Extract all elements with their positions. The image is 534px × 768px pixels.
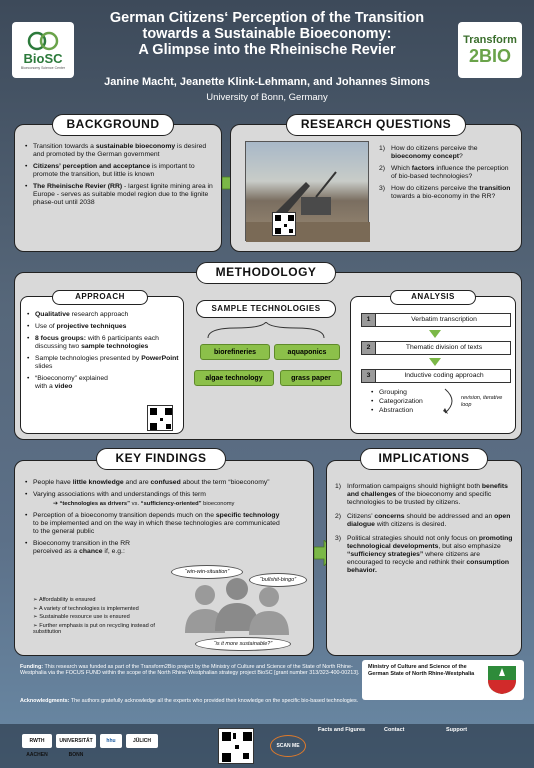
speech-bubble-bullshit-bingo: “bullshit-bingo” (249, 573, 307, 587)
poster-title (80, 10, 454, 58)
approach-item: • Use of projective techniques (27, 323, 179, 331)
analysis-substep: • Abstraction (371, 407, 461, 415)
poster-qr-code-icon[interactable] (218, 728, 254, 764)
implications-list (335, 483, 517, 579)
support-column: Support (446, 727, 468, 733)
partner-logo-rwth: RWTH AACHEN (22, 734, 52, 748)
key-finding: • Perception of a bioeconomy transition depends much on the specific technology to be implemented and on the way in which these technologies are communicated to the general public (25, 512, 285, 536)
key-findings-list (25, 479, 307, 560)
implications-heading: IMPLICATIONS (360, 448, 488, 470)
funding-text: Funding: This research was funded as part of the Transform2Bio project by the Ministry of Culture and Science of the State of North Rhine-Westphalia via the FOCUS FUND within the scope of the North Rhine-Westphalian strategy project BioSC [grant number 313/323-400-00213]. (20, 664, 360, 677)
ministry-name: Ministry of Culture and Science of the German State of North Rhine-Westphalia (368, 664, 475, 677)
approach-item: • Sample technologies presented by PowerPoint slides (27, 355, 179, 371)
authors: Janine Macht, Jeanette Klink-Lehmann, and Johannes Simons (104, 76, 430, 88)
background-list (25, 143, 215, 211)
implications-section (326, 460, 522, 656)
scan-me-label: SCAN ME (270, 735, 306, 757)
technology-algae: algae technology (194, 370, 274, 386)
affiliation: University of Bonn, Germany (206, 92, 328, 103)
contact-column: Contact (384, 727, 405, 733)
nrw-coat-of-arms-icon (486, 664, 518, 696)
analysis-panel (350, 296, 516, 434)
speech-bubble-win-win: “win-win-situation” (171, 565, 243, 579)
research-question: 2) Which factors influence the perception of bio-based technologies? (379, 165, 509, 180)
qr-code-icon[interactable] (272, 212, 296, 236)
analysis-substep: • Categorization (371, 398, 461, 406)
down-arrow-icon (429, 358, 441, 366)
research-questions-list (379, 145, 515, 205)
transform2bio-logo (458, 22, 522, 78)
biosc-logo (12, 22, 74, 78)
partner-logo-hhu: hhu (100, 734, 122, 748)
implication: 1) Information campaigns should highlight both benefits and challenges of the bioeconomy and specific technologies to be trusted by citizens. (335, 483, 508, 506)
video-qr-code-icon[interactable] (147, 405, 173, 431)
research-question: 1) How do citizens perceive the bioeconomy concept? (379, 145, 478, 160)
key-finding: • People have little knowledge and are confused about the term “bioeconomy” (25, 479, 307, 487)
key-finding-subpoint: ➔ “technologies as drivers” vs. “sufficiency-oriented” bioeconomy (53, 501, 235, 507)
biosc-logo-text: BioSC (23, 50, 63, 66)
down-arrow-icon (429, 330, 441, 338)
background-item: • Transition towards a sustainable bioeconomy is desired and promoted by the German government (25, 143, 215, 159)
implication: 2) Citizens’ concerns should be addressed and an open dialogue with citizens is desired. (335, 513, 511, 528)
biosc-logo-icon (25, 31, 61, 51)
chance-condition: ➢ Further emphasis is put on recycling instead of substitution (33, 622, 155, 635)
background-item: • The Rheinische Revier (RR) - largest lignite mining area in Europe - serves as suitable model region due to the lignite phase-out until 2038 (25, 183, 215, 207)
partner-logo-bonn: UNIVERSITÄT BONN (56, 734, 96, 748)
transform2bio-logo-line2: 2BIO (468, 45, 511, 66)
research-question: 3) How do citizens perceive the transition towards a bio-economy in the RR? (379, 185, 511, 200)
key-finding: • Bioeconomy transition in the RR perceived as a chance if, e.g.: (25, 540, 155, 556)
research-questions-heading: RESEARCH QUESTIONS (286, 114, 466, 136)
chance-condition: ➢ A variety of technologies is implemented (33, 605, 139, 612)
chance-condition: ➢ Affordability is ensured (33, 597, 96, 603)
excavator-icon (246, 142, 370, 242)
mining-area-photo (245, 141, 369, 241)
technology-grass-paper: grass paper (280, 370, 342, 386)
speech-bubble-more-sustainable: “is it more sustainable?” (195, 637, 291, 651)
approach-item: • “Bioeconomy” explained with a video (27, 375, 119, 391)
approach-item: • Qualitative research approach (27, 311, 179, 319)
background-item: • Citizens’ perception and acceptance is important to promote the transition, but little is known (25, 163, 215, 179)
implication: 3) Political strategies should not only focus on promoting technological developments, but also emphasize “sufficiency strategies” where citizens are encouraged to recycle and rethink their consumption behavior. (335, 535, 513, 574)
analysis-step: 2 Thematic division of texts (361, 341, 511, 355)
key-findings-section (14, 460, 314, 656)
chance-conditions (33, 597, 163, 638)
title-line-1: German Citizens‘ Perception of the Transition (109, 10, 425, 26)
methodology-heading: METHODOLOGY (196, 262, 336, 284)
approach-item: • 8 focus groups: with 6 participants each discussing two sample technologies (27, 335, 179, 351)
analysis-heading: ANALYSIS (390, 290, 476, 305)
key-findings-heading: KEY FINDINGS (96, 448, 226, 470)
key-finding: • Varying associations with and understandings of this term ➔ “technologies as drivers” vs. “sufficiency-oriented” bioeconomy (25, 491, 307, 508)
background-section (14, 124, 222, 252)
analysis-substep: • Grouping (371, 389, 461, 397)
transform2bio-logo-line1: Transform (463, 33, 517, 46)
technology-aquaponics: aquaponics (274, 344, 340, 360)
title-line-3: A Glimpse into the Rheinische Revier (138, 42, 396, 58)
research-questions-section (230, 124, 522, 252)
analysis-step: 1 Verbatim transcription (361, 313, 511, 327)
background-heading: BACKGROUND (52, 114, 174, 136)
approach-panel (20, 296, 184, 434)
analysis-note: revision, iterative loop (461, 395, 503, 408)
sample-technologies-heading: SAMPLE TECHNOLOGIES (196, 300, 336, 318)
approach-list (27, 311, 179, 395)
analysis-step: 3 Inductive coding approach (361, 369, 511, 383)
brace-icon (206, 322, 326, 340)
loop-arrow-icon (443, 387, 461, 415)
facts-figures-column: Facts and Figures (318, 727, 366, 733)
chance-condition: ➢ Sustainable resource use is ensured (33, 614, 130, 620)
title-line-2: towards a Sustainable Bioeconomy: (142, 26, 392, 42)
acknowledgments-text: Acknowledgments: The authors gratefully acknowledge all the experts who provided their knowledge on the specific bio-based technologies. (20, 698, 359, 704)
poster-header (0, 0, 534, 112)
technology-biorefineries: biorefineries (200, 344, 270, 360)
approach-heading: APPROACH (52, 290, 148, 305)
ministry-logo (362, 660, 524, 700)
biosc-logo-subtext: Bioeconomy Science Center (20, 65, 66, 70)
partner-logo-juelich: JÜLICH (126, 734, 158, 748)
